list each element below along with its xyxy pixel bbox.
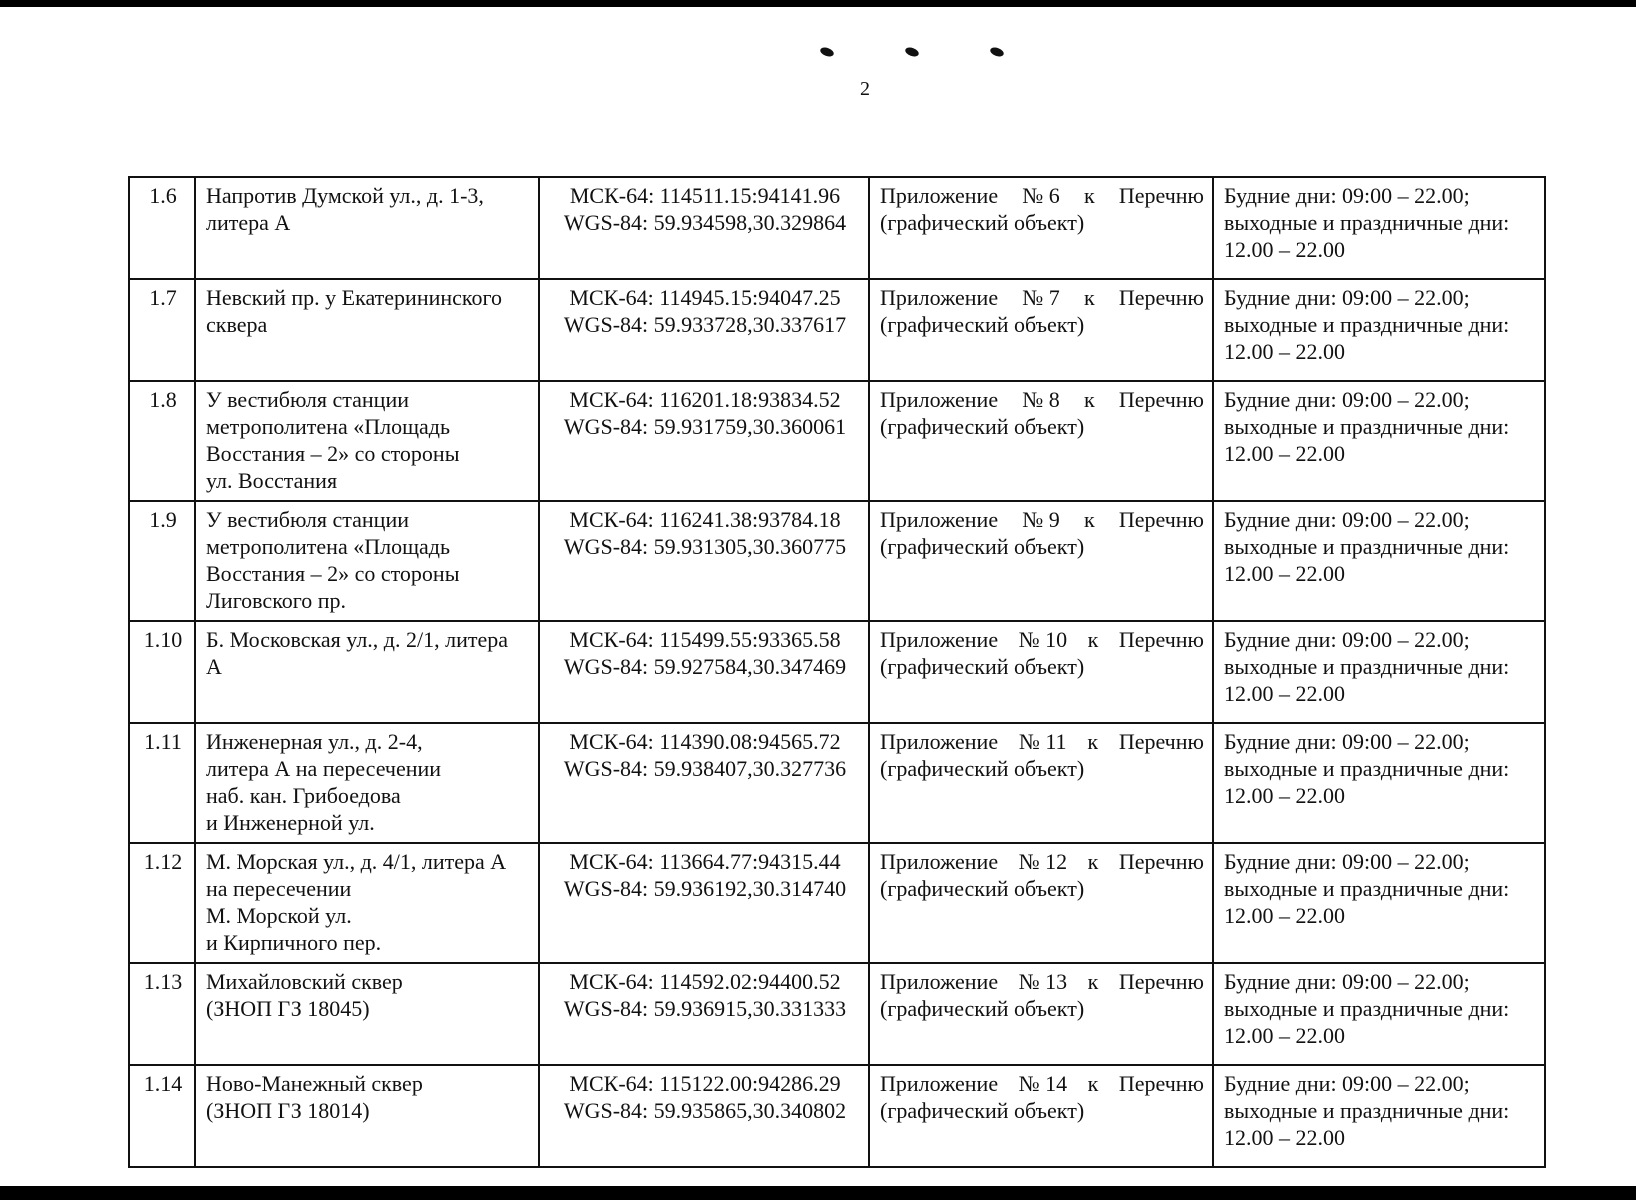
appendix-type: (графический объект) xyxy=(880,534,1085,559)
appendix-list: Перечню xyxy=(1118,1071,1204,1096)
binding-mark xyxy=(904,46,920,58)
appendix-preposition: к xyxy=(1083,183,1095,208)
binding-marks xyxy=(800,38,1020,68)
appendix-type: (графический объект) xyxy=(880,414,1085,439)
table-row xyxy=(129,621,1545,723)
schedule-cell xyxy=(1213,621,1545,723)
appendix-cell xyxy=(869,177,1213,279)
address-line: Б. Московская ул., д. 2/1, литера xyxy=(206,627,509,652)
schedule-line: выходные и праздничные дни: xyxy=(1224,876,1510,901)
appendix-cell xyxy=(869,279,1213,381)
coordinates-cell xyxy=(539,1065,869,1167)
address-line: Лиговского пр. xyxy=(206,588,347,613)
appendix-reference xyxy=(880,728,1204,755)
schedule-line: 12.00 – 22.00 xyxy=(1224,339,1345,364)
schedule-line: 12.00 – 22.00 xyxy=(1224,1125,1345,1150)
appendix-list: Перечню xyxy=(1118,507,1204,532)
appendix-reference xyxy=(880,386,1204,413)
schedule-cell xyxy=(1213,723,1545,843)
msk-coordinates: МСК-64: 114592.02:94400.52 xyxy=(569,969,841,994)
appendix-number: № 9 xyxy=(1022,507,1060,532)
appendix-preposition: к xyxy=(1083,285,1095,310)
table-row xyxy=(129,177,1545,279)
table-row xyxy=(129,501,1545,621)
address-line: Невский пр. у Екатерининского xyxy=(206,285,502,310)
appendix-preposition: к xyxy=(1087,849,1099,874)
schedule-line: выходные и праздничные дни: xyxy=(1224,1098,1510,1123)
address-line: литера А xyxy=(206,210,291,235)
address-line: Напротив Думской ул., д. 1-3, xyxy=(206,183,484,208)
row-number: 1.11 xyxy=(129,723,195,843)
schedule-line: 12.00 – 22.00 xyxy=(1224,903,1345,928)
appendix-cell xyxy=(869,381,1213,501)
table-row xyxy=(129,963,1545,1065)
address-cell xyxy=(195,177,539,279)
row-number: 1.8 xyxy=(129,381,195,501)
appendix-preposition: к xyxy=(1087,969,1099,994)
schedule-line: 12.00 – 22.00 xyxy=(1224,237,1345,262)
address-line: Инженерная ул., д. 2-4, xyxy=(206,729,423,754)
address-line: и Кирпичного пер. xyxy=(206,930,382,955)
appendix-reference xyxy=(880,1070,1204,1097)
appendix-reference xyxy=(880,626,1204,653)
table-row xyxy=(129,723,1545,843)
appendix-number: № 10 xyxy=(1018,627,1068,652)
address-line: сквера xyxy=(206,312,268,337)
row-number: 1.9 xyxy=(129,501,195,621)
appendix-cell xyxy=(869,843,1213,963)
wgs-coordinates: WGS-84: 59.936192,30.314740 xyxy=(563,876,847,901)
msk-coordinates: МСК-64: 116201.18:93834.52 xyxy=(569,387,841,412)
schedule-line: 12.00 – 22.00 xyxy=(1224,783,1345,808)
schedule-line: Будние дни: 09:00 – 22.00; xyxy=(1224,849,1470,874)
coordinates-cell xyxy=(539,963,869,1065)
address-line: метрополитена «Площадь xyxy=(206,534,451,559)
table-row xyxy=(129,279,1545,381)
appendix-type: (графический объект) xyxy=(880,654,1085,679)
coordinates-cell xyxy=(539,723,869,843)
appendix-list: Перечню xyxy=(1118,627,1204,652)
appendix-list: Перечню xyxy=(1118,729,1204,754)
address-cell xyxy=(195,621,539,723)
schedule-line: Будние дни: 09:00 – 22.00; xyxy=(1224,285,1470,310)
appendix-type: (графический объект) xyxy=(880,876,1085,901)
page-number: 2 xyxy=(860,78,870,100)
msk-coordinates: МСК-64: 115499.55:93365.58 xyxy=(569,627,841,652)
schedule-line: выходные и праздничные дни: xyxy=(1224,756,1510,781)
address-line: М. Морской ул. xyxy=(206,903,352,928)
wgs-coordinates: WGS-84: 59.934598,30.329864 xyxy=(563,210,847,235)
appendix-preposition: к xyxy=(1083,507,1095,532)
address-line: М. Морская ул., д. 4/1, литера А xyxy=(206,849,507,874)
binding-mark xyxy=(989,46,1005,58)
appendix-type: (графический объект) xyxy=(880,210,1085,235)
appendix-type: (графический объект) xyxy=(880,1098,1085,1123)
schedule-line: выходные и праздничные дни: xyxy=(1224,534,1510,559)
row-number: 1.10 xyxy=(129,621,195,723)
schedule-line: 12.00 – 22.00 xyxy=(1224,1023,1345,1048)
appendix-number: № 12 xyxy=(1018,849,1068,874)
table-body xyxy=(129,177,1545,1167)
appendix-number: № 11 xyxy=(1018,729,1067,754)
coordinates-cell xyxy=(539,621,869,723)
address-line: Восстания – 2» со стороны xyxy=(206,441,460,466)
appendix-word: Приложение xyxy=(880,849,999,874)
schedule-line: Будние дни: 09:00 – 22.00; xyxy=(1224,969,1470,994)
row-number: 1.6 xyxy=(129,177,195,279)
appendix-number: № 6 xyxy=(1022,183,1060,208)
address-line: У вестибюля станции xyxy=(206,387,409,412)
coordinates-cell xyxy=(539,501,869,621)
appendix-word: Приложение xyxy=(880,387,999,412)
objects-table xyxy=(128,176,1546,1168)
address-cell xyxy=(195,381,539,501)
msk-coordinates: МСК-64: 116241.38:93784.18 xyxy=(569,507,841,532)
appendix-cell xyxy=(869,501,1213,621)
coordinates-cell xyxy=(539,279,869,381)
msk-coordinates: МСК-64: 115122.00:94286.29 xyxy=(569,1071,841,1096)
appendix-word: Приложение xyxy=(880,969,999,994)
address-line: У вестибюля станции xyxy=(206,507,409,532)
address-line: Восстания – 2» со стороны xyxy=(206,561,460,586)
address-line: (ЗНОП ГЗ 18045) xyxy=(206,996,370,1021)
address-line: и Инженерной ул. xyxy=(206,810,375,835)
coordinates-cell xyxy=(539,843,869,963)
appendix-word: Приложение xyxy=(880,1071,999,1096)
appendix-word: Приложение xyxy=(880,627,999,652)
address-cell xyxy=(195,1065,539,1167)
address-line: Михайловский сквер xyxy=(206,969,403,994)
schedule-cell xyxy=(1213,501,1545,621)
row-number: 1.13 xyxy=(129,963,195,1065)
schedule-line: 12.00 – 22.00 xyxy=(1224,681,1345,706)
schedule-line: выходные и праздничные дни: xyxy=(1224,414,1510,439)
address-cell xyxy=(195,279,539,381)
appendix-cell xyxy=(869,723,1213,843)
table-row xyxy=(129,381,1545,501)
address-line: на пересечении xyxy=(206,876,352,901)
appendix-number: № 14 xyxy=(1018,1071,1068,1096)
schedule-cell xyxy=(1213,177,1545,279)
schedule-line: выходные и праздничные дни: xyxy=(1224,654,1510,679)
appendix-word: Приложение xyxy=(880,729,999,754)
msk-coordinates: МСК-64: 114511.15:94141.96 xyxy=(569,183,841,208)
table-row xyxy=(129,843,1545,963)
appendix-preposition: к xyxy=(1083,387,1095,412)
appendix-cell xyxy=(869,1065,1213,1167)
address-cell xyxy=(195,843,539,963)
address-line: Ново-Манежный сквер xyxy=(206,1071,423,1096)
appendix-number: № 8 xyxy=(1022,387,1060,412)
appendix-cell xyxy=(869,621,1213,723)
msk-coordinates: МСК-64: 114945.15:94047.25 xyxy=(569,285,841,310)
address-line: (ЗНОП ГЗ 18014) xyxy=(206,1098,370,1123)
schedule-cell xyxy=(1213,381,1545,501)
msk-coordinates: МСК-64: 113664.77:94315.44 xyxy=(569,849,841,874)
appendix-number: № 7 xyxy=(1022,285,1060,310)
appendix-type: (графический объект) xyxy=(880,312,1085,337)
schedule-line: Будние дни: 09:00 – 22.00; xyxy=(1224,627,1470,652)
row-number: 1.14 xyxy=(129,1065,195,1167)
appendix-type: (графический объект) xyxy=(880,996,1085,1021)
address-cell xyxy=(195,723,539,843)
appendix-cell xyxy=(869,963,1213,1065)
wgs-coordinates: WGS-84: 59.931759,30.360061 xyxy=(563,414,847,439)
coordinates-cell xyxy=(539,177,869,279)
table-row xyxy=(129,1065,1545,1167)
address-line: А xyxy=(206,654,222,679)
schedule-cell xyxy=(1213,279,1545,381)
appendix-list: Перечню xyxy=(1118,969,1204,994)
row-number: 1.7 xyxy=(129,279,195,381)
binding-mark xyxy=(819,46,835,58)
appendix-list: Перечню xyxy=(1118,183,1204,208)
wgs-coordinates: WGS-84: 59.931305,30.360775 xyxy=(563,534,847,559)
schedule-cell xyxy=(1213,843,1545,963)
appendix-type: (графический объект) xyxy=(880,756,1085,781)
appendix-list: Перечню xyxy=(1118,849,1204,874)
appendix-word: Приложение xyxy=(880,507,999,532)
schedule-line: выходные и праздничные дни: xyxy=(1224,312,1510,337)
schedule-cell xyxy=(1213,1065,1545,1167)
appendix-reference xyxy=(880,506,1204,533)
appendix-reference xyxy=(880,968,1204,995)
wgs-coordinates: WGS-84: 59.938407,30.327736 xyxy=(563,756,847,781)
appendix-word: Приложение xyxy=(880,285,999,310)
wgs-coordinates: WGS-84: 59.936915,30.331333 xyxy=(563,996,847,1021)
appendix-number: № 13 xyxy=(1018,969,1068,994)
address-cell xyxy=(195,963,539,1065)
appendix-reference xyxy=(880,848,1204,875)
appendix-preposition: к xyxy=(1087,1071,1099,1096)
schedule-line: Будние дни: 09:00 – 22.00; xyxy=(1224,183,1470,208)
schedule-cell xyxy=(1213,963,1545,1065)
address-line: метрополитена «Площадь xyxy=(206,414,451,439)
schedule-line: 12.00 – 22.00 xyxy=(1224,441,1345,466)
address-line: ул. Восстания xyxy=(206,468,338,493)
schedule-line: Будние дни: 09:00 – 22.00; xyxy=(1224,507,1470,532)
wgs-coordinates: WGS-84: 59.935865,30.340802 xyxy=(563,1098,847,1123)
wgs-coordinates: WGS-84: 59.927584,30.347469 xyxy=(563,654,847,679)
appendix-reference xyxy=(880,284,1204,311)
appendix-word: Приложение xyxy=(880,183,999,208)
coordinates-cell xyxy=(539,381,869,501)
row-number: 1.12 xyxy=(129,843,195,963)
appendix-reference xyxy=(880,182,1204,209)
scan-border-top xyxy=(0,0,1636,7)
appendix-list: Перечню xyxy=(1118,387,1204,412)
address-line: наб. кан. Грибоедова xyxy=(206,783,401,808)
schedule-line: Будние дни: 09:00 – 22.00; xyxy=(1224,729,1470,754)
schedule-line: выходные и праздничные дни: xyxy=(1224,210,1510,235)
address-cell xyxy=(195,501,539,621)
address-line: литера А на пересечении xyxy=(206,756,442,781)
wgs-coordinates: WGS-84: 59.933728,30.337617 xyxy=(563,312,847,337)
schedule-line: Будние дни: 09:00 – 22.00; xyxy=(1224,387,1470,412)
schedule-line: 12.00 – 22.00 xyxy=(1224,561,1345,586)
appendix-preposition: к xyxy=(1087,729,1099,754)
schedule-line: Будние дни: 09:00 – 22.00; xyxy=(1224,1071,1470,1096)
scan-border-bottom xyxy=(0,1186,1636,1200)
msk-coordinates: МСК-64: 114390.08:94565.72 xyxy=(569,729,841,754)
appendix-list: Перечню xyxy=(1118,285,1204,310)
schedule-line: выходные и праздничные дни: xyxy=(1224,996,1510,1021)
appendix-preposition: к xyxy=(1087,627,1099,652)
